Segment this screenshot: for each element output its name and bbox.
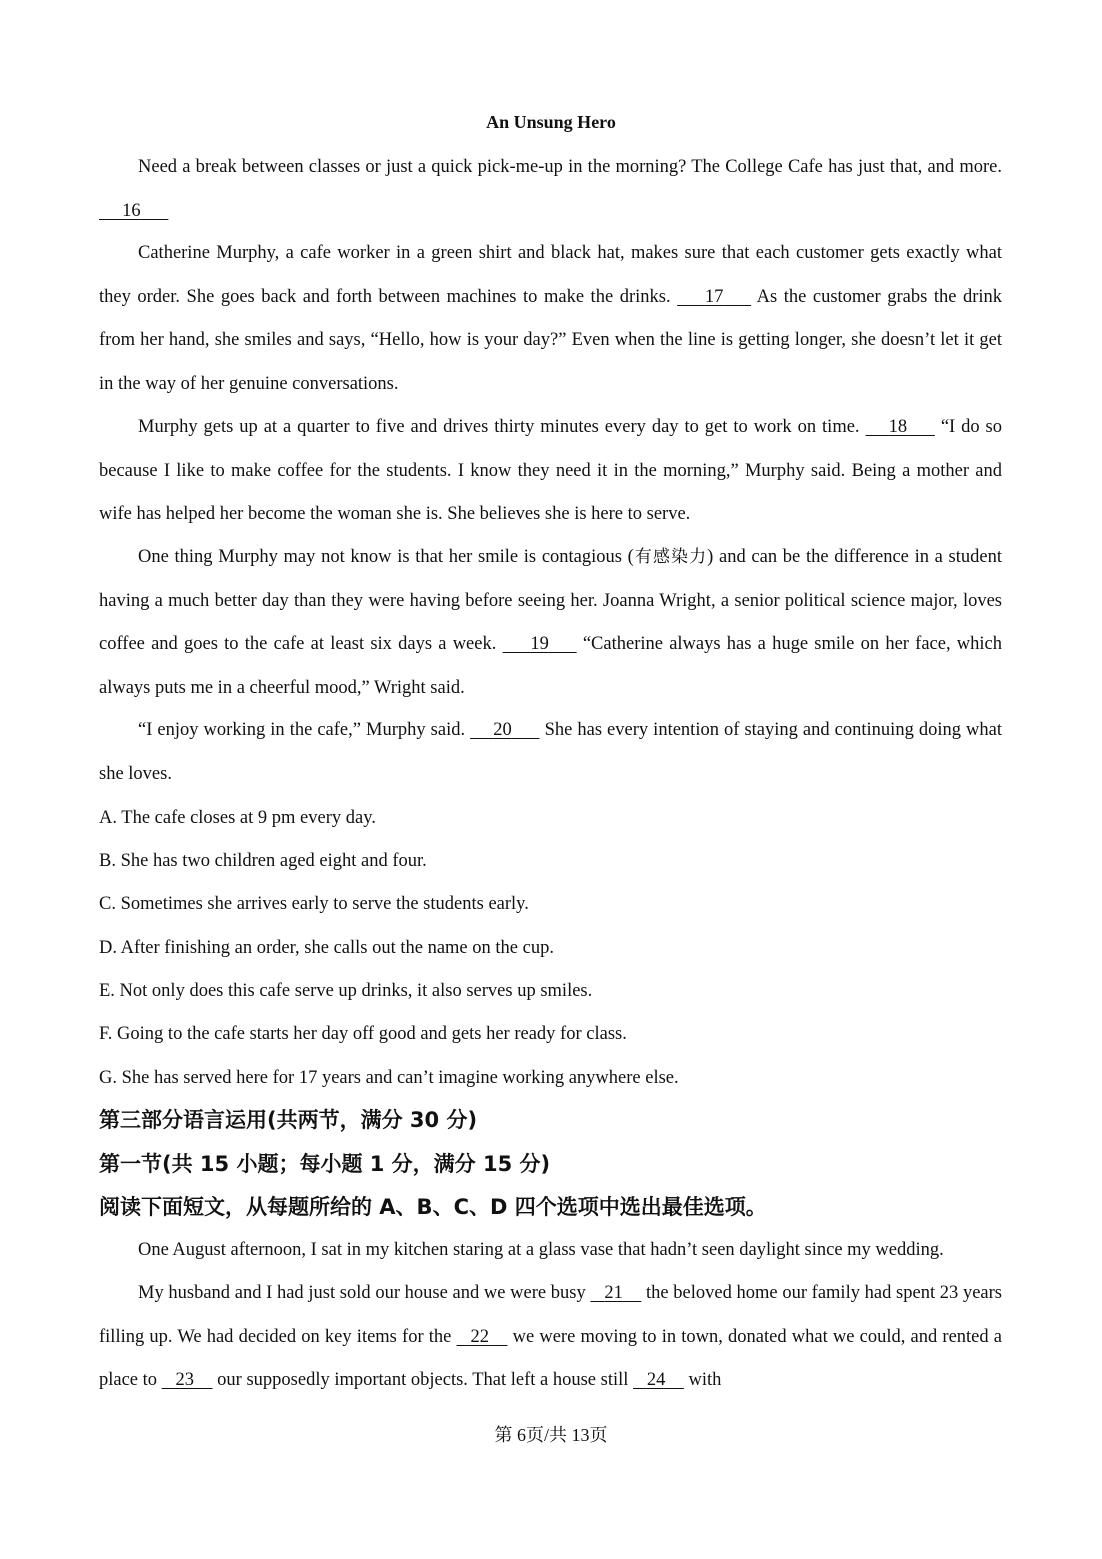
instruction-heading: 阅读下面短文，从每题所给的 A、B、C、D 四个选项中选出最佳选项。 (99, 1195, 767, 1219)
option-g: G. She has served here for 17 years and can’t imagine working anywhere else. (99, 1068, 679, 1088)
blank-18[interactable]: 18 (888, 417, 908, 437)
paragraph-4: One thing Murphy may not know is that her smile is contagious (有感染力) and can be the difference in a student having a much better day than they were having before seeing her. Joanna Wright, a senior political science major, loves coffee and goes to the cafe at least six days a week. 19 “Catherine always has a huge smile on her face, which always puts me in a cheerful mood,” Wright said. (99, 547, 1003, 698)
subsection-heading: 第一节(共 15 小题；每小题 1 分，满分 15 分) (99, 1152, 551, 1176)
blank-17[interactable]: 17 (704, 286, 724, 307)
blank-16[interactable]: 16 (122, 200, 141, 221)
option-d: D. After finishing an order, she calls out the name on the cup. (99, 938, 554, 958)
option-a: A. The cafe closes at 9 pm every day. (99, 808, 376, 828)
blank-23[interactable]: 23 (175, 1370, 195, 1390)
option-f: F. Going to the cafe starts her day off good and gets her ready for class. (99, 1024, 627, 1044)
section-heading: 第三部分语言运用(共两节，满分 30 分) (99, 1108, 478, 1132)
option-c: C. Sometimes she arrives early to serve the students early. (99, 894, 529, 914)
paragraph-2: Catherine Murphy, a cafe worker in a green shirt and black hat, makes sure that each customer gets exactly what they order. She goes back and forth between machines to make the drinks. 17 As the customer grabs the drink from her hand, she smiles and says, “Hello, how is your day?” Even when the line is getting longer, she doesn’t let it get in the way of her genuine conversations. (99, 243, 1003, 394)
passage2-paragraph-2: My husband and I had just sold our house and we were busy 21 the beloved home our family had spent 23 years filling up. We had decided on key items for the 22 we were moving to in town, donated what we could, and rented a place to 23 our supposedly important objects. That left a house still 24 with (99, 1272, 1002, 1403)
paragraph-1: Need a break between classes or just a quick pick-me-up in the morning? The College Cafe has just that, and more. 16 (99, 146, 1002, 233)
paragraph-5: “I enjoy working in the cafe,” Murphy said. 20 She has every intention of staying and continuing doing what she loves. (99, 709, 1002, 796)
page-number: 第 6页/共 13页 (494, 1425, 608, 1445)
blank-20[interactable]: 20 (493, 720, 512, 740)
blank-24[interactable]: 24 (646, 1370, 666, 1390)
paragraph-3: Murphy gets up at a quarter to five and drives thirty minutes every day to get to work on time. 18 “I do so because I like to make coffee for the students. I know they need it in the morning,” Murphy said. Being a mother and wife has helped her become the woman she is. She believes she is here to serve. (99, 406, 1002, 537)
option-e: E. Not only does this cafe serve up drinks, it also serves up smiles. (99, 981, 593, 1001)
passage2-paragraph-1: One August afternoon, I sat in my kitchen staring at a glass vase that hadn’t seen daylight since my wedding. (138, 1240, 944, 1260)
blank-19[interactable]: 19 (530, 634, 549, 654)
option-b: B. She has two children aged eight and four. (99, 851, 427, 871)
blank-22[interactable]: 22 (470, 1326, 489, 1347)
passage-title: An Unsung Hero (486, 112, 616, 132)
blank-21[interactable]: 21 (604, 1283, 623, 1303)
